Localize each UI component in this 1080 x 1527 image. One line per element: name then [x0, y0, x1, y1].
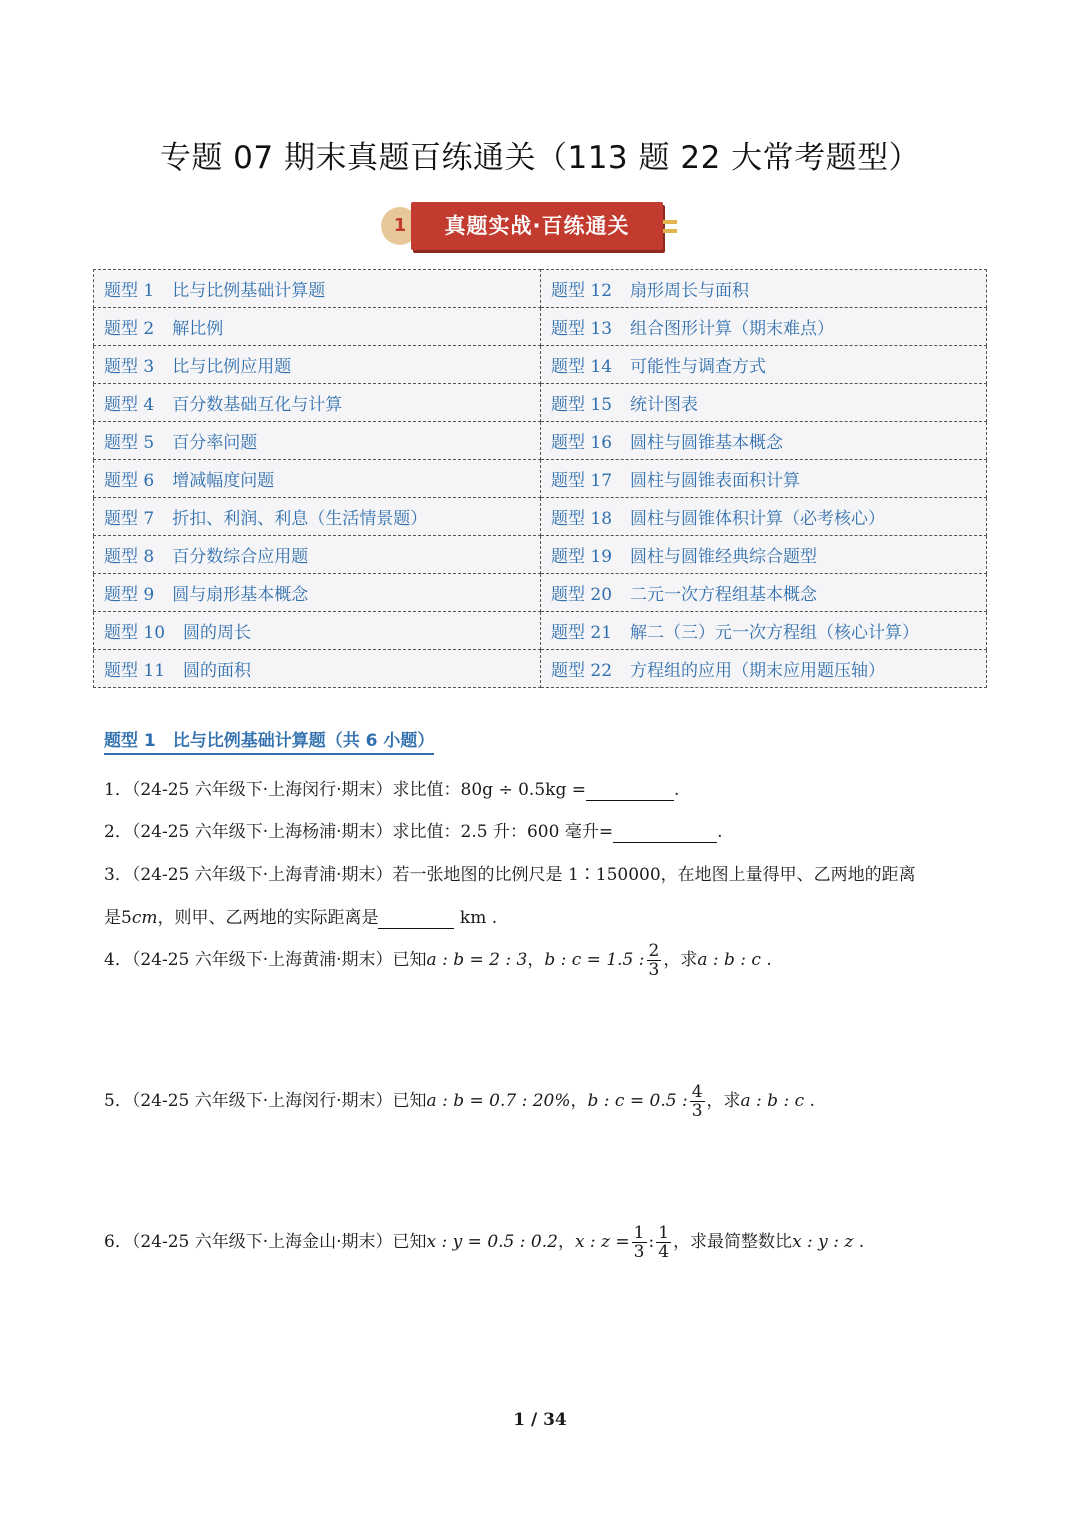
toc-link-left[interactable] — [94, 574, 541, 612]
toc-link-left[interactable] — [94, 270, 541, 308]
toc-topic-title: 可能性与调查方式 — [630, 357, 767, 377]
toc-topic-title: 扇形周长与面积 — [630, 281, 750, 301]
toc-topic-title: 百分数综合应用题 — [172, 547, 309, 567]
toc-topic-title: 比与比例基础计算题 — [172, 281, 326, 301]
toc-topic-number: 题型 13 — [551, 319, 613, 339]
toc-link-right[interactable] — [541, 346, 987, 384]
toc-topic-title: 解二（三）元一次方程组（核心计算） — [630, 623, 920, 643]
toc-topic-title: 统计图表 — [630, 395, 699, 415]
toc-topic-number: 题型 5 — [104, 433, 155, 453]
section-banner — [381, 199, 697, 253]
page-title: 专题 07 期末真题百练通关（113 题 22 大常考题型） — [159, 140, 921, 176]
toc-link-right[interactable] — [541, 422, 987, 460]
toc-topic-number: 题型 16 — [551, 433, 613, 453]
toc-link-right[interactable] — [541, 612, 987, 650]
toc-topic-title: 圆柱与圆锥体积计算（必考核心） — [630, 509, 886, 529]
toc-link-left[interactable] — [94, 308, 541, 346]
toc-topic-number: 题型 3 — [104, 357, 155, 377]
fraction: $\frac{1}{4}$ — [658, 1223, 670, 1262]
toc-topic-title: 增减幅度问题 — [172, 471, 275, 491]
section-heading[interactable]: 题型 1 比与比例基础计算题（共 6 小题） — [104, 726, 434, 755]
answer-blank[interactable] — [586, 780, 674, 801]
toc-link-left[interactable] — [94, 536, 541, 574]
toc-topic-number: 题型 15 — [551, 395, 613, 415]
toc-topic-number: 题型 10 — [104, 623, 166, 643]
toc-link-right[interactable] — [541, 650, 987, 688]
banner-decoration — [663, 229, 677, 233]
toc-link-right[interactable] — [541, 308, 987, 346]
toc-row — [94, 612, 987, 650]
toc-row — [94, 460, 987, 498]
answer-blank[interactable] — [613, 822, 717, 843]
toc-topic-number: 题型 20 — [551, 585, 613, 605]
toc-topic-number: 题型 1 — [104, 281, 155, 301]
question-4: 4．（24-25 六年级下·上海黄浦·期末）已知a : b = 2 : 3，b : c = 1.5 : $\frac{2}{3}$ ，求a : b : c . — [104, 941, 772, 980]
toc-link-left[interactable] — [94, 346, 541, 384]
toc-topic-number: 题型 7 — [104, 509, 155, 529]
toc-link-right[interactable] — [541, 270, 987, 308]
fraction: $\frac{2}{3}$ — [648, 941, 660, 980]
toc-row — [94, 536, 987, 574]
toc-row — [94, 384, 987, 422]
toc-topic-number: 题型 12 — [551, 281, 613, 301]
toc-topic-title: 圆与扇形基本概念 — [172, 585, 309, 605]
toc-link-right[interactable] — [541, 460, 987, 498]
toc-link-right[interactable] — [541, 574, 987, 612]
toc-link-right[interactable] — [541, 384, 987, 422]
toc-topic-number: 题型 18 — [551, 509, 613, 529]
topic-index-table — [93, 269, 987, 688]
toc-topic-number: 题型 9 — [104, 585, 155, 605]
toc-topic-number: 题型 19 — [551, 547, 613, 567]
toc-link-left[interactable] — [94, 498, 541, 536]
toc-row — [94, 574, 987, 612]
answer-blank[interactable] — [378, 908, 454, 929]
question-3-line-1: 3．（24-25 六年级下·上海青浦·期末）若一张地图的比例尺是 1∶150000，在地图上量得甲、乙两地的距离 — [104, 865, 916, 885]
toc-topic-title: 圆柱与圆锥表面积计算 — [630, 471, 801, 491]
toc-topic-title: 圆的周长 — [183, 623, 252, 643]
toc-row — [94, 498, 987, 536]
toc-topic-number: 题型 21 — [551, 623, 613, 643]
toc-topic-title: 组合图形计算（期末难点） — [630, 319, 835, 339]
toc-topic-title: 比与比例应用题 — [172, 357, 292, 377]
toc-row — [94, 422, 987, 460]
toc-topic-title: 方程组的应用（期末应用题压轴） — [630, 661, 886, 681]
toc-row — [94, 270, 987, 308]
toc-link-left[interactable] — [94, 612, 541, 650]
banner-ribbon — [411, 202, 663, 250]
toc-link-left[interactable] — [94, 422, 541, 460]
toc-topic-number: 题型 11 — [104, 661, 166, 681]
toc-link-left[interactable] — [94, 460, 541, 498]
fraction: $\frac{4}{3}$ — [691, 1082, 703, 1121]
toc-topic-number: 题型 6 — [104, 471, 155, 491]
question-5: 5．（24-25 六年级下·上海闵行·期末）已知a : b = 0.7 : 20%，b : c = 0.5 : $\frac{4}{3}$ ，求a : b : c . — [104, 1082, 815, 1121]
question-3-line-2: 是5cm，则甲、乙两地的实际距离是 km . — [104, 908, 498, 928]
toc-link-right[interactable] — [541, 536, 987, 574]
fraction: $\frac{1}{3}$ — [633, 1223, 645, 1262]
question-6: 6．（24-25 六年级下·上海金山·期末）已知x : y = 0.5 : 0.2，x : z = $\frac{1}{3}$ : $\frac{1}{4}$ ，求最简整数比x : y : z . — [104, 1223, 865, 1262]
toc-row — [94, 308, 987, 346]
toc-topic-title: 折扣、利润、利息（生活情景题） — [172, 509, 428, 529]
toc-topic-title: 二元一次方程组基本概念 — [630, 585, 818, 605]
question-1: 1．（24-25 六年级下·上海闵行·期末）求比值：80g ÷ 0.5kg = . — [104, 780, 680, 800]
toc-topic-number: 题型 2 — [104, 319, 155, 339]
question-2: 2．（24-25 六年级下·上海杨浦·期末）求比值：2.5 升：600 毫升= . — [104, 822, 723, 842]
toc-topic-title: 百分率问题 — [172, 433, 258, 453]
toc-topic-title: 圆的面积 — [183, 661, 252, 681]
toc-topic-title: 百分数基础互化与计算 — [172, 395, 343, 415]
toc-row — [94, 650, 987, 688]
toc-topic-number: 题型 17 — [551, 471, 613, 491]
banner-label: 真题实战·百练通关 — [444, 214, 630, 238]
toc-topic-number: 题型 4 — [104, 395, 155, 415]
toc-topic-number: 题型 22 — [551, 661, 613, 681]
toc-topic-title: 圆柱与圆锥经典综合题型 — [630, 547, 818, 567]
banner-number: 1 — [393, 215, 407, 236]
toc-topic-number: 题型 8 — [104, 547, 155, 567]
toc-row — [94, 346, 987, 384]
toc-topic-title: 解比例 — [172, 319, 224, 339]
banner-decoration — [663, 220, 677, 224]
toc-link-left[interactable] — [94, 650, 541, 688]
toc-topic-number: 题型 14 — [551, 357, 613, 377]
toc-link-left[interactable] — [94, 384, 541, 422]
toc-topic-title: 圆柱与圆锥基本概念 — [630, 433, 784, 453]
page-number: 1 / 34 — [513, 1410, 567, 1430]
toc-link-right[interactable] — [541, 498, 987, 536]
